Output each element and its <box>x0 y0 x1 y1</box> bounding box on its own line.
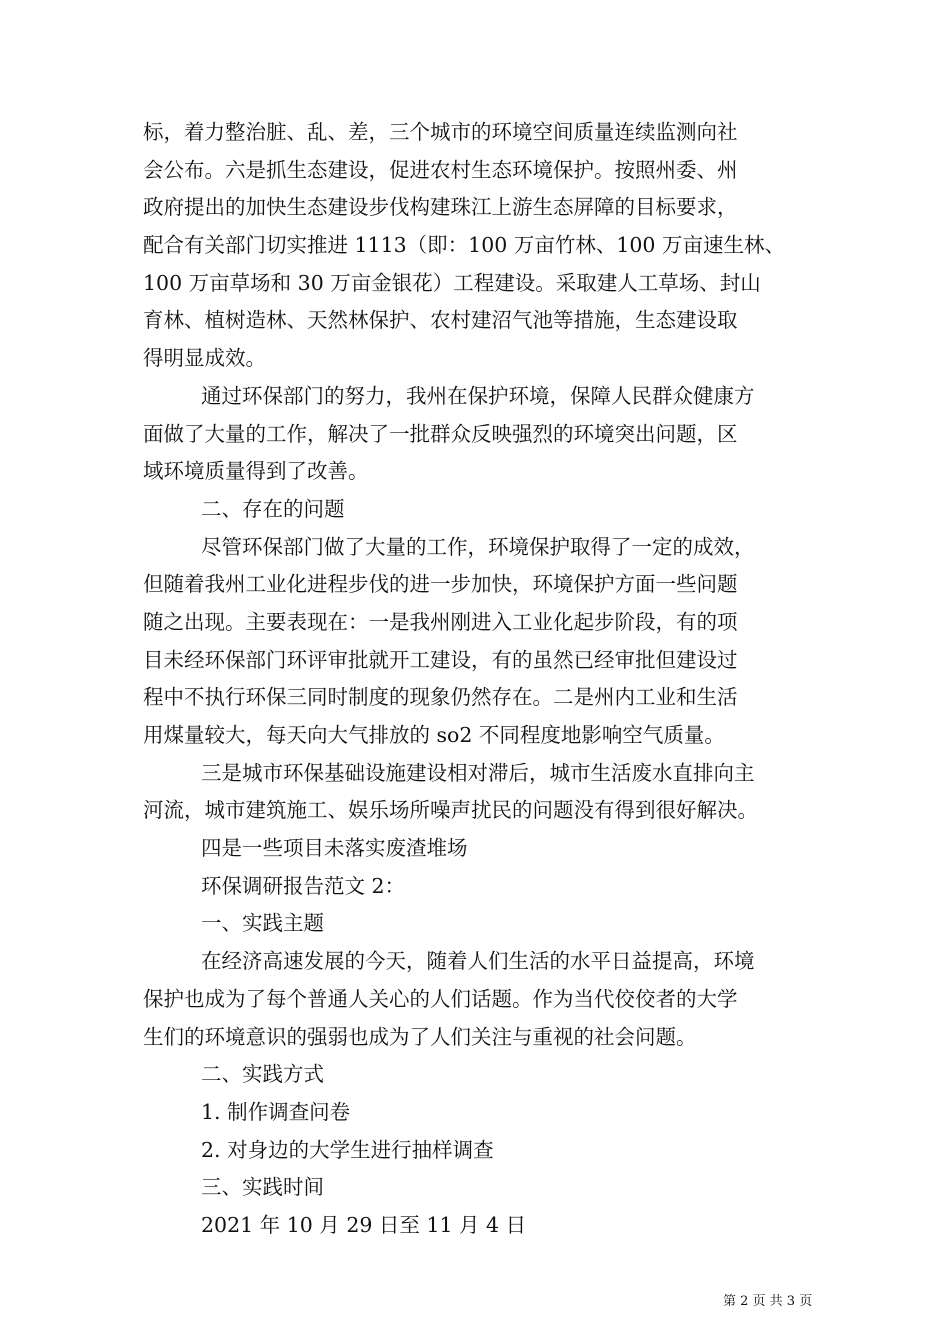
text-line: 三、实践时间 <box>201 1175 324 1200</box>
text-line: 配合有关部门切实推进 1113（即：100 万亩竹林、100 万亩速生林、 <box>143 233 785 258</box>
text-line: 面做了大量的工作，解决了一批群众反映强烈的环境突出问题，区 <box>143 421 738 446</box>
text-line: 1. 制作调查问卷 <box>201 1099 351 1124</box>
document-body <box>143 114 815 1245</box>
text-line: 目未经环保部门环评审批就开工建设，有的虽然已经审批但建设过 <box>143 647 738 672</box>
text-line: 100 万亩草场和 30 万亩金银花）工程建设。采取建人工草场、封山 <box>143 270 761 295</box>
text-line: 在经济高速发展的今天，随着人们生活的水平日益提高，环境 <box>201 949 755 974</box>
text-line: 政府提出的加快生态建设步伐构建珠江上游生态屏障的目标要求， <box>143 195 738 220</box>
text-line: 生们的环境意识的强弱也成为了人们关注与重视的社会问题。 <box>143 1024 697 1049</box>
text-line: 域环境质量得到了改善。 <box>143 459 369 484</box>
text-line: 程中不执行环保三同时制度的现象仍然存在。二是州内工业和生活 <box>143 685 738 710</box>
text-line: 育林、植树造林、天然林保护、农村建沼气池等措施，生态建设取 <box>143 308 738 333</box>
text-line: 但随着我州工业化进程步伐的进一步加快，环境保护方面一些问题 <box>143 572 738 597</box>
text-line: 环保调研报告范文 2： <box>201 873 406 898</box>
text-line: 二、实践方式 <box>201 1062 324 1087</box>
text-line: 得明显成效。 <box>143 346 266 371</box>
text-line: 随之出现。主要表现在：一是我州刚进入工业化起步阶段，有的项 <box>143 609 738 634</box>
text-line: 一、实践主题 <box>201 911 324 936</box>
text-line: 2021 年 10 月 29 日至 11 月 4 日 <box>201 1212 527 1237</box>
page-number-footer: 第 2 页 共 3 页 <box>723 1294 813 1309</box>
text-line: 三是城市环保基础设施建设相对滞后，城市生活废水直排向主 <box>201 760 755 785</box>
text-line: 2. 对身边的大学生进行抽样调查 <box>201 1137 494 1162</box>
text-line: 通过环保部门的努力，我州在保护环境，保障人民群众健康方 <box>201 383 755 408</box>
text-line: 四是一些项目未落实废渣堆场 <box>201 836 468 861</box>
text-line: 会公布。六是抓生态建设，促进农村生态环境保护。按照州委、州 <box>143 157 738 182</box>
text-line: 二、存在的问题 <box>201 496 345 521</box>
text-line: 保护也成为了每个普通人关心的人们话题。作为当代佼佼者的大学 <box>143 986 738 1011</box>
text-line: 尽管环保部门做了大量的工作，环境保护取得了一定的成效， <box>201 534 755 559</box>
text-line: 用煤量较大，每天向大气排放的 so2 不同程度地影响空气质量。 <box>143 723 725 747</box>
text-line: 标，着力整治脏、乱、差，三个城市的环境空间质量连续监测向社 <box>143 120 738 144</box>
text-line: 河流，城市建筑施工、娱乐场所噪声扰民的问题没有得到很好解决。 <box>143 798 758 823</box>
